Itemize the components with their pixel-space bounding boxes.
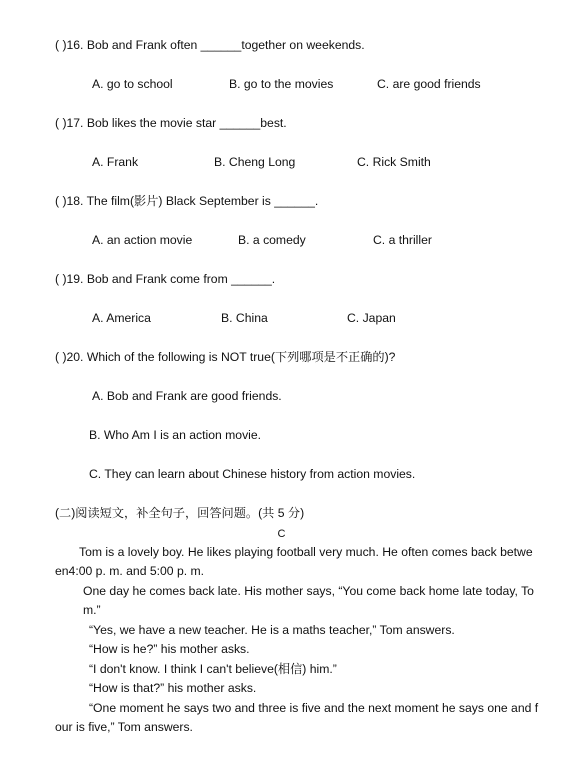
question-18-option-c: C. a thriller — [373, 233, 432, 247]
question-16-option-c: C. are good friends — [377, 77, 481, 91]
question-16-stem: ( )16. Bob and Frank often ______together on weekends. — [55, 38, 365, 52]
passage-line: “How is that?” his mother asks. — [89, 681, 257, 695]
question-16-option-b: B. go to the movies — [229, 77, 334, 91]
question-17-option-b: B. Cheng Long — [214, 155, 296, 169]
question-17-option-c: C. Rick Smith — [357, 155, 431, 169]
question-20-option-b: B. Who Am I is an action movie. — [89, 428, 262, 442]
question-16-option-a: A. go to school — [92, 77, 173, 91]
question-18-stem: ( )18. The film(影片) Black September is ______. — [55, 194, 319, 208]
passage-label: C — [277, 528, 286, 540]
passage-line: en4:00 p. m. and 5:00 p. m. — [55, 564, 205, 578]
question-19-option-b: B. China — [221, 311, 268, 325]
passage-line: m.” — [83, 603, 101, 617]
question-20-option-a: A. Bob and Frank are good friends. — [92, 389, 282, 403]
question-19-option-c: C. Japan — [347, 311, 396, 325]
passage-line: Tom is a lovely boy. He likes playing football very much. He often comes back betwe — [79, 545, 533, 559]
passage-line: “I don't know. I think I can't believe(相信) him.” — [89, 662, 337, 676]
question-17-stem: ( )17. Bob likes the movie star ______best. — [55, 116, 287, 130]
question-18-option-b: B. a comedy — [238, 233, 306, 247]
passage-line: “Yes, we have a new teacher. He is a maths teacher,” Tom answers. — [89, 623, 455, 637]
passage-line: “How is he?” his mother asks. — [89, 642, 250, 656]
passage-line: our is five,” Tom answers. — [55, 720, 193, 734]
question-17-option-a: A. Frank — [92, 155, 139, 169]
question-20-stem: ( )20. Which of the following is NOT true(下列哪项是不正确的)? — [55, 350, 396, 364]
section-heading: (二)阅读短文，补全句子，回答问题。(共 5 分) — [55, 506, 305, 520]
question-19-option-a: A. America — [92, 311, 151, 325]
question-19-stem: ( )19. Bob and Frank come from ______. — [55, 272, 276, 286]
question-20-option-c: C. They can learn about Chinese history from action movies. — [89, 467, 416, 481]
passage-line: “One moment he says two and three is five and the next moment he says one and f — [89, 701, 539, 715]
passage-line: One day he comes back late. His mother says, “You come back home late today, To — [83, 584, 534, 598]
question-18-option-a: A. an action movie — [92, 233, 193, 247]
